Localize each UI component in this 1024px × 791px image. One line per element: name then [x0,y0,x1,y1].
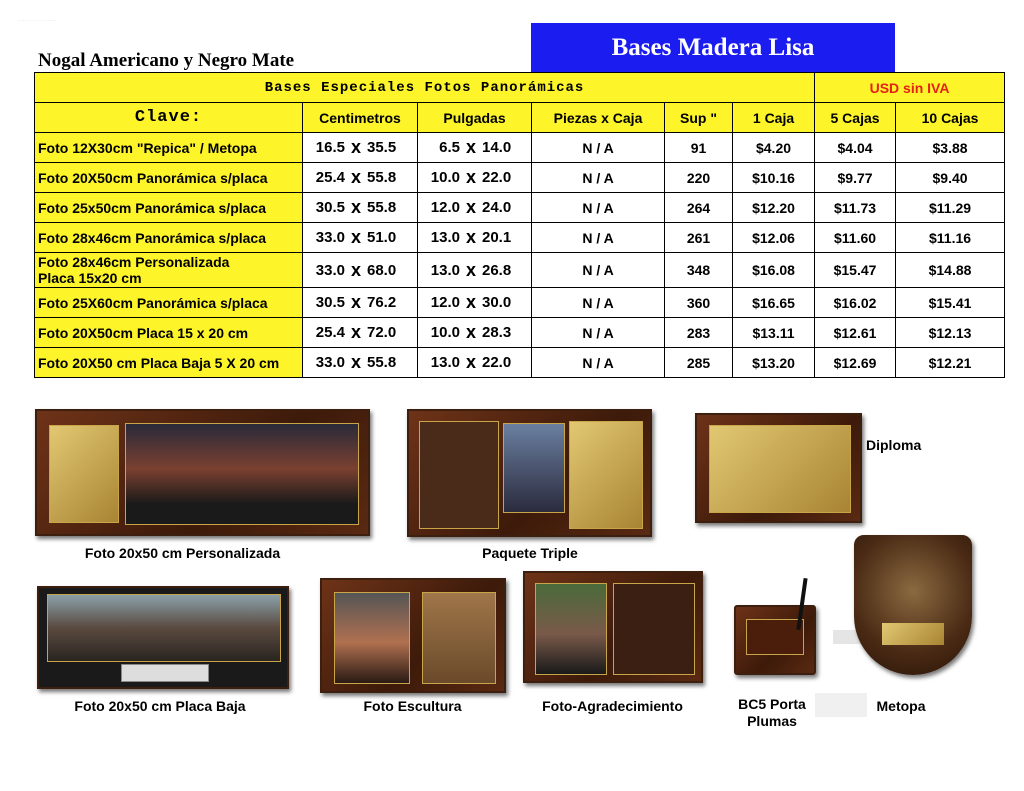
row-cm [303,223,418,253]
table-title: Bases Especiales Fotos Panorámicas [35,73,815,103]
row-clave: Foto 25x50cm Panorámica s/placa [35,193,303,223]
row-sup: 264 [665,193,733,223]
times-sign: x [465,292,476,312]
times-sign: x [465,167,476,187]
times-sign: x [465,227,476,247]
dim-in-b: 24.0 [482,199,512,216]
dim-in-a: 12.0 [430,199,460,216]
row-sup: 283 [665,318,733,348]
dim-cm-a: 25.4 [315,324,345,341]
row-cm [303,253,418,288]
row-price-5: $12.61 [815,318,896,348]
row-sup: 348 [665,253,733,288]
row-price-10: $14.88 [896,253,1005,288]
times-sign: x [465,137,476,157]
times-sign: x [350,137,361,157]
row-cm [303,288,418,318]
row-in [418,253,532,288]
times-sign: x [350,259,361,280]
row-clave: Foto 20X50cm Placa 15 x 20 cm [35,318,303,348]
product-photo-porta-plumas [734,605,816,675]
product-photo-escultura [320,578,506,693]
row-cm [303,133,418,163]
price-note: USD sin IVA [815,73,1005,103]
row-sup: 220 [665,163,733,193]
row-piezas: N / A [532,318,665,348]
row-price-5: $12.69 [815,348,896,378]
row-price-5: $15.47 [815,253,896,288]
table-row [35,253,1005,288]
dim-cm-a: 30.5 [315,199,345,216]
header-piezas: Piezas x Caja [532,103,665,133]
row-price-10: $11.29 [896,193,1005,223]
times-sign: x [465,259,476,280]
times-sign: x [350,352,361,372]
row-price-1: $16.08 [733,253,815,288]
row-price-5: $11.73 [815,193,896,223]
product-photo-metopa [854,535,972,675]
row-price-1: $16.65 [733,288,815,318]
table-row [35,288,1005,318]
row-price-10: $12.21 [896,348,1005,378]
caption-porta-plumas: BC5 Porta Plumas [738,696,806,729]
row-clave: Foto 28x46cm Personalizada Placa 15x20 cm [35,253,303,288]
header-sup: Sup " [665,103,733,133]
row-sup: 285 [665,348,733,378]
product-photo-agradecimiento [523,571,703,683]
row-price-10: $11.16 [896,223,1005,253]
row-clave: Foto 25X60cm Panorámica s/placa [35,288,303,318]
row-cm [303,163,418,193]
price-table [34,72,1005,378]
row-cm [303,348,418,378]
dim-cm-b: 68.0 [367,261,397,279]
row-price-10: $12.13 [896,318,1005,348]
dim-in-b: 26.8 [482,261,512,279]
row-price-5: $9.77 [815,163,896,193]
row-price-1: $13.20 [733,348,815,378]
times-sign: x [350,197,361,217]
product-photo-placa-baja [37,586,289,689]
row-piezas: N / A [532,193,665,223]
row-price-1: $4.20 [733,133,815,163]
dim-cm-a: 33.0 [315,229,345,246]
dim-in-b: 20.1 [482,229,512,246]
caption-agradecimiento: Foto-Agradecimiento [542,698,683,714]
times-sign: x [465,352,476,372]
caption-metopa-bg [815,693,867,717]
row-sup: 261 [665,223,733,253]
dim-in-a: 13.0 [430,261,460,279]
table-row [35,193,1005,223]
table-row [35,133,1005,163]
row-price-5: $16.02 [815,288,896,318]
header-in: Pulgadas [418,103,532,133]
row-in [418,133,532,163]
dim-cm-b: 35.5 [367,139,397,156]
table-row [35,163,1005,193]
row-price-5: $11.60 [815,223,896,253]
row-price-1: $13.11 [733,318,815,348]
dim-cm-a: 25.4 [315,169,345,186]
caption-diploma: Diploma [866,437,922,453]
dim-cm-b: 51.0 [367,229,397,246]
banner-bases-madera: Bases Madera Lisa [531,23,895,72]
header-1-caja: 1 Caja [733,103,815,133]
dim-in-a: 12.0 [430,294,460,311]
dim-in-b: 22.0 [482,169,512,186]
row-cm [303,318,418,348]
header-cm: Centimetros [303,103,418,133]
dim-cm-a: 16.5 [315,139,345,156]
dim-in-b: 30.0 [482,294,512,311]
row-piezas: N / A [532,288,665,318]
times-sign: x [465,197,476,217]
dim-cm-b: 55.8 [367,169,397,186]
row-price-5: $4.04 [815,133,896,163]
dim-cm-b: 55.8 [367,354,397,371]
row-in [418,318,532,348]
row-piezas: N / A [532,348,665,378]
row-piezas: N / A [532,223,665,253]
dim-in-a: 10.0 [430,324,460,341]
dim-cm-b: 72.0 [367,324,397,341]
caption-personalizada: Foto 20x50 cm Personalizada [84,545,281,561]
row-sup: 360 [665,288,733,318]
dim-cm-a: 33.0 [315,261,345,279]
caption-escultura: Foto Escultura [363,698,462,714]
row-in [418,163,532,193]
tiny-header-note: · · · · · · · · · · · · · · · · [18,18,56,23]
row-clave: Foto 20X50cm Panorámica s/placa [35,163,303,193]
row-piezas: N / A [532,163,665,193]
finish-subtitle: Nogal Americano y Negro Mate [38,50,295,71]
dim-cm-b: 76.2 [367,294,397,311]
dim-in-a: 6.5 [439,139,460,156]
dim-cm-b: 55.8 [367,199,397,216]
times-sign: x [465,322,476,342]
row-clave: Foto 20X50 cm Placa Baja 5 X 20 cm [35,348,303,378]
row-in [418,193,532,223]
row-price-1: $10.16 [733,163,815,193]
dim-in-b: 22.0 [482,354,512,371]
times-sign: x [350,292,361,312]
caption-triple: Paquete Triple [482,545,578,561]
table-row [35,318,1005,348]
header-clave: Clave: [35,103,303,133]
product-photo-personalizada [35,409,370,536]
header-10-cajas: 10 Cajas [896,103,1005,133]
dim-in-b: 28.3 [482,324,512,341]
dim-in-b: 14.0 [482,139,512,156]
dim-cm-a: 30.5 [315,294,345,311]
row-piezas: N / A [532,253,665,288]
row-price-10: $15.41 [896,288,1005,318]
row-price-1: $12.20 [733,193,815,223]
dim-in-a: 13.0 [430,229,460,246]
row-price-1: $12.06 [733,223,815,253]
times-sign: x [350,167,361,187]
row-in [418,348,532,378]
row-price-10: $3.88 [896,133,1005,163]
dim-cm-a: 33.0 [315,354,345,371]
row-piezas: N / A [532,133,665,163]
dim-in-a: 13.0 [430,354,460,371]
times-sign: x [350,322,361,342]
product-photo-diploma [695,413,862,523]
header-5-cajas: 5 Cajas [815,103,896,133]
caption-placa-baja: Foto 20x50 cm Placa Baja [74,698,246,714]
row-cm [303,193,418,223]
product-photo-triple [407,409,652,537]
table-row [35,348,1005,378]
row-in [418,288,532,318]
row-clave: Foto 12X30cm "Repica" / Metopa [35,133,303,163]
row-sup: 91 [665,133,733,163]
row-in [418,223,532,253]
dim-in-a: 10.0 [430,169,460,186]
row-price-10: $9.40 [896,163,1005,193]
caption-metopa: Metopa [876,698,926,714]
table-row [35,223,1005,253]
row-clave: Foto 28x46cm Panorámica s/placa [35,223,303,253]
times-sign: x [350,227,361,247]
